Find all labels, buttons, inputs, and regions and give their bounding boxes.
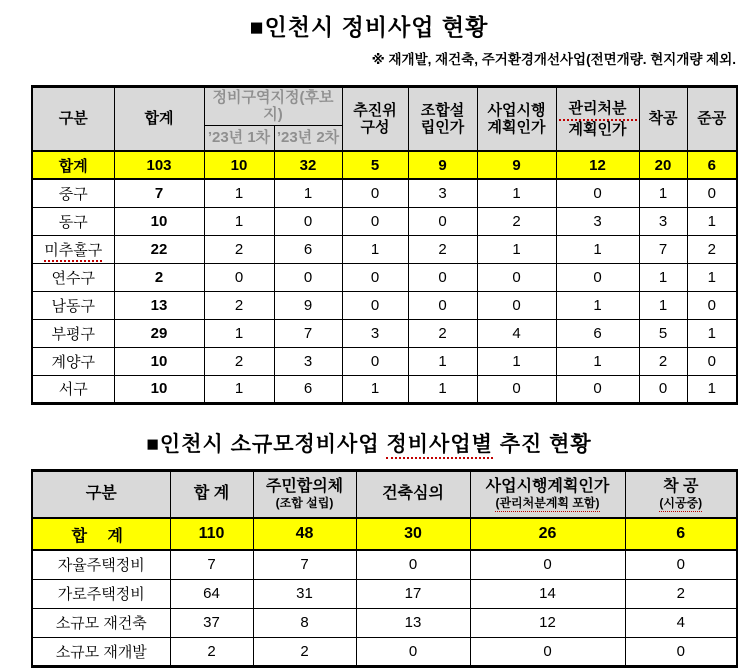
cell-value: 5 <box>639 319 687 347</box>
col-header-total: 합계 <box>114 87 204 152</box>
cell-value: 0 <box>274 207 342 235</box>
col-header-management-plan-approval: 관리처분 계획인가 <box>556 87 639 152</box>
cell-value: 3 <box>274 347 342 375</box>
main-status-table <box>31 85 738 405</box>
cell-value: 1 <box>556 347 639 375</box>
cell-value: 0 <box>470 550 625 579</box>
cell-value: 1 <box>687 319 737 347</box>
row-label: 서구 <box>32 375 114 403</box>
row-label: 중구 <box>32 179 114 207</box>
cell-value: 1 <box>687 207 737 235</box>
cell-value: 3 <box>556 207 639 235</box>
cell-value: 7 <box>170 550 253 579</box>
table2-row-small-redevelopment <box>32 637 737 666</box>
cell-value: 13 <box>356 608 470 637</box>
cell-value: 110 <box>170 518 253 550</box>
table1-row-donggu <box>32 207 737 235</box>
cell-value: 6 <box>625 518 737 550</box>
col-header-residents-body: 주민합의체 (조합 설립) <box>253 470 356 518</box>
cell-value: 1 <box>204 375 274 403</box>
cell-value: 7 <box>114 179 204 207</box>
col-header-total: 합 계 <box>170 470 253 518</box>
cell-value: 1 <box>556 235 639 263</box>
cell-value: 26 <box>470 518 625 550</box>
cell-value: 1 <box>342 235 408 263</box>
col-header-completion: 준공 <box>687 87 737 152</box>
cell-value: 4 <box>625 608 737 637</box>
cell-value: 13 <box>114 291 204 319</box>
cell-value: 0 <box>556 375 639 403</box>
cell-value: 20 <box>639 151 687 179</box>
cell-value: 6 <box>274 375 342 403</box>
cell-value: 0 <box>342 347 408 375</box>
cell-value: 10 <box>114 375 204 403</box>
row-label: 남동구 <box>32 291 114 319</box>
cell-value: 0 <box>477 291 556 319</box>
cell-value: 6 <box>687 151 737 179</box>
cell-value: 103 <box>114 151 204 179</box>
col-header-2023-1st: ’23년 1차 <box>204 125 274 151</box>
cell-value: 48 <box>253 518 356 550</box>
cell-value: 8 <box>253 608 356 637</box>
col-header-gubun: 구분 <box>32 470 170 518</box>
cell-value: 10 <box>114 207 204 235</box>
cell-value: 0 <box>477 263 556 291</box>
cell-value: 2 <box>477 207 556 235</box>
cell-value: 7 <box>274 319 342 347</box>
cell-value: 1 <box>342 375 408 403</box>
cell-value: 0 <box>408 263 477 291</box>
table2-total-row <box>32 518 737 550</box>
row-label: 미추홀구 <box>32 235 114 263</box>
table1-row-namdonggu <box>32 291 737 319</box>
table1-note: ※ 재개발, 재건축, 주거환경개선사업(전면개량. 현지개량 제외. <box>371 52 736 67</box>
small-scale-title: ■인천시 소규모정비사업 정비사업별 추진 현황 <box>0 428 738 458</box>
table1-row-gyeyanggu <box>32 347 737 375</box>
row-label: 연수구 <box>32 263 114 291</box>
table2-header-row <box>32 470 737 518</box>
cell-value: 1 <box>639 291 687 319</box>
cell-value: 0 <box>342 179 408 207</box>
cell-value: 9 <box>408 151 477 179</box>
cell-value: 0 <box>342 207 408 235</box>
cell-value: 0 <box>342 263 408 291</box>
table2-row-small-reconstruction <box>32 608 737 637</box>
col-header-construction-start: 착공 <box>639 87 687 152</box>
cell-value: 5 <box>342 151 408 179</box>
cell-value: 6 <box>556 319 639 347</box>
cell-value: 2 <box>253 637 356 666</box>
cell-value: 7 <box>639 235 687 263</box>
col-header-gubun: 구분 <box>32 87 114 152</box>
cell-value: 1 <box>477 235 556 263</box>
cell-value: 17 <box>356 579 470 608</box>
col-header-zone-designation: 정비구역지정(후보지) <box>204 87 342 126</box>
cell-value: 2 <box>408 235 477 263</box>
cell-value: 37 <box>170 608 253 637</box>
table1-total-row <box>32 151 737 179</box>
cell-value: 64 <box>170 579 253 608</box>
cell-value: 29 <box>114 319 204 347</box>
cell-value: 3 <box>342 319 408 347</box>
cell-value: 0 <box>342 291 408 319</box>
cell-value: 22 <box>114 235 204 263</box>
cell-value: 2 <box>204 235 274 263</box>
cell-value: 1 <box>556 291 639 319</box>
row-label: 동구 <box>32 207 114 235</box>
cell-value: 1 <box>274 179 342 207</box>
row-label: 소규모 재건축 <box>32 608 170 637</box>
col-header-business-plan-approval: 사업시행계획인가 (관리처분계획 포함) <box>470 470 625 518</box>
cell-value: 1 <box>204 207 274 235</box>
cell-value: 2 <box>408 319 477 347</box>
cell-value: 1 <box>204 319 274 347</box>
small-scale-status-table <box>31 469 738 668</box>
cell-value: 6 <box>274 235 342 263</box>
cell-value: 2 <box>170 637 253 666</box>
subtitle-row <box>31 48 736 69</box>
cell-value: 0 <box>625 550 737 579</box>
row-label: 부평구 <box>32 319 114 347</box>
table1-row-junggu <box>32 179 737 207</box>
table1-header-row-1 <box>32 87 737 126</box>
cell-value: 1 <box>639 263 687 291</box>
table2-row-street-housing <box>32 579 737 608</box>
cell-value: 9 <box>274 291 342 319</box>
table2-row-autonomous-housing <box>32 550 737 579</box>
col-header-union-approval: 조합설 립인가 <box>408 87 477 152</box>
cell-value: 1 <box>477 179 556 207</box>
table1-row-bupyeonggu <box>32 319 737 347</box>
row-label: 합 계 <box>32 518 170 550</box>
cell-value: 2 <box>204 347 274 375</box>
main-title: ■인천시 정비사업 현황 <box>249 14 489 40</box>
table1-row-yeonsugu <box>32 263 737 291</box>
row-label: 소규모 재개발 <box>32 637 170 666</box>
cell-value: 12 <box>556 151 639 179</box>
cell-value: 2 <box>625 579 737 608</box>
cell-value: 1 <box>408 375 477 403</box>
cell-value: 2 <box>204 291 274 319</box>
col-header-building-review: 건축심의 <box>356 470 470 518</box>
table1-row-seogu <box>32 375 737 403</box>
cell-value: 1 <box>477 347 556 375</box>
cell-value: 0 <box>477 375 556 403</box>
cell-value: 3 <box>639 207 687 235</box>
cell-value: 0 <box>687 291 737 319</box>
row-label: 합계 <box>32 151 114 179</box>
cell-value: 0 <box>356 550 470 579</box>
cell-value: 0 <box>556 179 639 207</box>
cell-value: 1 <box>204 179 274 207</box>
cell-value: 4 <box>477 319 556 347</box>
cell-value: 0 <box>625 637 737 666</box>
cell-value: 2 <box>114 263 204 291</box>
row-label: 자율주택정비 <box>32 550 170 579</box>
cell-value: 0 <box>556 263 639 291</box>
cell-value: 0 <box>356 637 470 666</box>
cell-value: 0 <box>204 263 274 291</box>
cell-value: 9 <box>477 151 556 179</box>
cell-value: 0 <box>408 207 477 235</box>
cell-value: 10 <box>204 151 274 179</box>
cell-value: 10 <box>114 347 204 375</box>
table1-row-michuholgu <box>32 235 737 263</box>
cell-value: 1 <box>639 179 687 207</box>
cell-value: 0 <box>687 179 737 207</box>
row-label: 계양구 <box>32 347 114 375</box>
col-header-business-plan-approval: 사업시행 계획인가 <box>477 87 556 152</box>
cell-value: 1 <box>408 347 477 375</box>
cell-value: 2 <box>639 347 687 375</box>
cell-value: 32 <box>274 151 342 179</box>
col-header-construction-start: 착 공 (시공중) <box>625 470 737 518</box>
cell-value: 1 <box>687 263 737 291</box>
cell-value: 0 <box>408 291 477 319</box>
cell-value: 30 <box>356 518 470 550</box>
cell-value: 14 <box>470 579 625 608</box>
cell-value: 0 <box>639 375 687 403</box>
cell-value: 12 <box>470 608 625 637</box>
row-label: 가로주택정비 <box>32 579 170 608</box>
cell-value: 31 <box>253 579 356 608</box>
col-header-committee: 추진위 구성 <box>342 87 408 152</box>
cell-value: 7 <box>253 550 356 579</box>
col-header-2023-2nd: ’23년 2차 <box>274 125 342 151</box>
cell-value: 1 <box>687 375 737 403</box>
cell-value: 0 <box>470 637 625 666</box>
cell-value: 2 <box>687 235 737 263</box>
cell-value: 0 <box>274 263 342 291</box>
cell-value: 3 <box>408 179 477 207</box>
cell-value: 0 <box>687 347 737 375</box>
